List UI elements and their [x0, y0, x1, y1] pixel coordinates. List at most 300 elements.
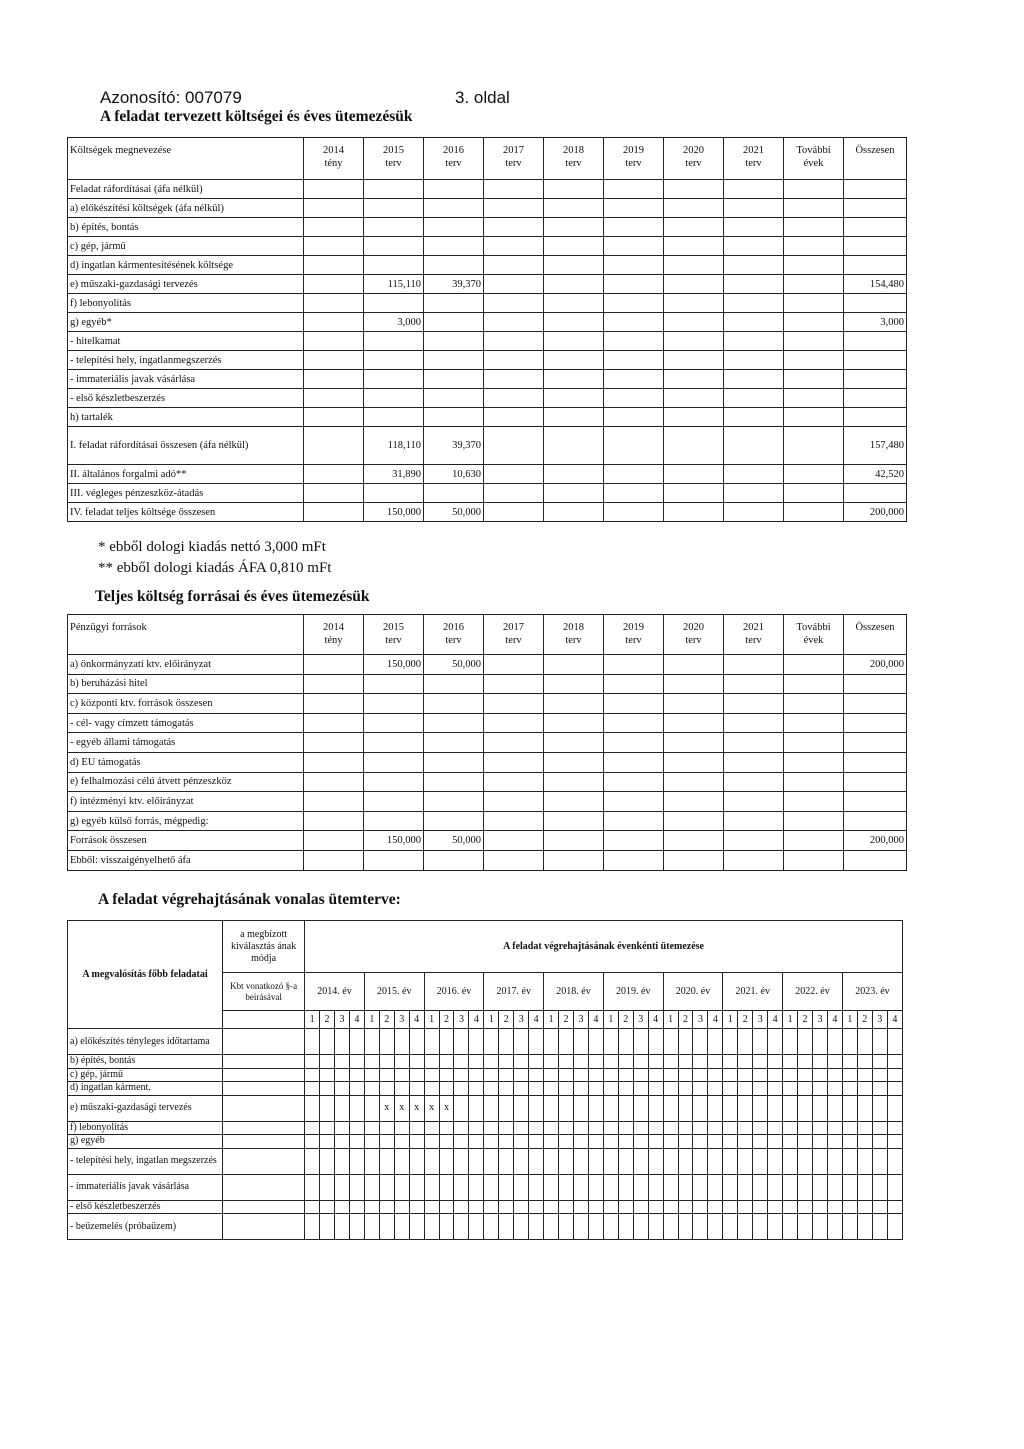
cell-total: 157,480	[844, 427, 907, 465]
year-label: 2015	[383, 145, 404, 156]
cell-2016	[424, 733, 484, 753]
source-table	[67, 614, 907, 871]
schedule-cell	[738, 1029, 753, 1055]
schedule-cell	[603, 1214, 618, 1240]
schedule-cell	[738, 1200, 753, 1214]
schedule-cell	[708, 1148, 723, 1174]
cell-2016	[424, 408, 484, 427]
task-label: d) ingatlan kárment.	[68, 1082, 223, 1096]
cell-empty	[544, 850, 604, 870]
schedule-cell	[708, 1200, 723, 1214]
quarter-header: 2	[499, 1011, 514, 1029]
schedule-cell	[529, 1068, 544, 1082]
cell-2015	[364, 408, 424, 427]
schedule-cell	[439, 1029, 454, 1055]
schedule-cell	[588, 1121, 603, 1135]
year-sub-label: terv	[565, 158, 582, 169]
schedule-cell	[439, 1214, 454, 1240]
schedule-cell	[827, 1148, 842, 1174]
cell-empty	[724, 733, 784, 753]
schedule-cell	[648, 1068, 663, 1082]
cell-empty	[604, 256, 664, 275]
cell-total	[844, 674, 907, 694]
cell-2015: 3,000	[364, 313, 424, 332]
table-row	[68, 313, 907, 332]
schedule-cell	[842, 1200, 857, 1214]
cell-2015	[364, 674, 424, 694]
schedule-cell	[663, 1174, 678, 1200]
schedule-cell	[588, 1029, 603, 1055]
row-label: Ebből: visszaigényelhető áfa	[68, 850, 304, 870]
schedule-cell	[514, 1029, 529, 1055]
cell-empty	[604, 408, 664, 427]
schedule-cell	[603, 1055, 618, 1069]
cell-empty	[784, 713, 844, 733]
schedule-cell	[663, 1029, 678, 1055]
cell-empty	[484, 752, 544, 772]
schedule-cell	[663, 1121, 678, 1135]
year-label: 2018	[563, 145, 584, 156]
schedule-cell	[364, 1200, 379, 1214]
schedule-cell	[678, 1135, 693, 1149]
method-cell	[223, 1095, 305, 1121]
cell-total	[844, 199, 907, 218]
schedule-cell	[693, 1095, 708, 1121]
schedule-cell	[887, 1148, 902, 1174]
cell-2015	[364, 713, 424, 733]
schedule-cell	[633, 1068, 648, 1082]
schedule-cell	[633, 1055, 648, 1069]
schedule-cell	[349, 1148, 364, 1174]
schedule-cell	[842, 1214, 857, 1240]
schedule-cell	[559, 1174, 574, 1200]
schedule-cell	[693, 1200, 708, 1214]
cell-empty	[484, 180, 544, 199]
cell-empty	[604, 180, 664, 199]
row-label: - telepítési hely, ingatlanmegszerzés	[68, 351, 304, 370]
schedule-cell	[559, 1148, 574, 1174]
cell-empty	[484, 199, 544, 218]
row-label: b) beruházási hitel	[68, 674, 304, 694]
schedule-cell	[529, 1214, 544, 1240]
schedule-cell	[394, 1029, 409, 1055]
cell-empty	[304, 831, 364, 851]
header-cell-total: Összesen	[844, 138, 907, 180]
schedule-cell	[573, 1055, 588, 1069]
cell-empty	[784, 294, 844, 313]
cell-empty	[784, 370, 844, 389]
schedule-cell	[842, 1148, 857, 1174]
row-label: a) önkormányzati ktv. előirányzat	[68, 655, 304, 675]
schedule-cell	[887, 1095, 902, 1121]
schedule-cell	[454, 1068, 469, 1082]
cell-2015: 31,890	[364, 465, 424, 484]
method-cell	[223, 1068, 305, 1082]
schedule-cell	[887, 1029, 902, 1055]
table-row	[68, 1148, 903, 1174]
year-header: 2017. év	[484, 973, 544, 1011]
schedule-cell	[320, 1135, 335, 1149]
schedule-cell	[559, 1095, 574, 1121]
schedule-cell	[409, 1148, 424, 1174]
cell-empty	[724, 218, 784, 237]
schedule-cell	[573, 1214, 588, 1240]
schedule-cell	[499, 1214, 514, 1240]
schedule-cell	[364, 1214, 379, 1240]
task-label: f) lebonyolítás	[68, 1121, 223, 1135]
schedule-cell	[379, 1082, 394, 1096]
cell-empty	[784, 427, 844, 465]
cell-empty	[604, 351, 664, 370]
quarter-header: 3	[753, 1011, 768, 1029]
cell-2015	[364, 351, 424, 370]
schedule-cell	[514, 1068, 529, 1082]
schedule-cell	[708, 1214, 723, 1240]
schedule-cell	[529, 1135, 544, 1149]
year-header: 2014. év	[305, 973, 365, 1011]
schedule-cell	[633, 1082, 648, 1096]
cell-empty	[604, 655, 664, 675]
cell-empty	[724, 199, 784, 218]
quarter-header: 3	[633, 1011, 648, 1029]
schedule-cell	[424, 1214, 439, 1240]
schedule-cell	[648, 1029, 663, 1055]
cell-empty	[724, 389, 784, 408]
schedule-cell	[857, 1121, 872, 1135]
year-sub-label: tény	[324, 158, 343, 169]
year-sub-label: évek	[803, 635, 824, 646]
row-label: Feladat ráfordításai (áfa nélkül)	[68, 180, 304, 199]
cell-2016	[424, 313, 484, 332]
schedule-cell	[349, 1055, 364, 1069]
cell-empty	[544, 351, 604, 370]
method-cell	[223, 1055, 305, 1069]
schedule-cell	[529, 1029, 544, 1055]
schedule-cell	[768, 1082, 783, 1096]
cell-2016	[424, 850, 484, 870]
cell-empty	[544, 831, 604, 851]
table-row	[68, 831, 907, 851]
schedule-cell	[663, 1200, 678, 1214]
cell-2015: 150,000	[364, 503, 424, 522]
schedule-cell	[753, 1055, 768, 1069]
cell-2016: 50,000	[424, 503, 484, 522]
schedule-cell	[798, 1214, 813, 1240]
year-header: 2022. év	[783, 973, 843, 1011]
schedule-cell	[827, 1214, 842, 1240]
cell-empty	[724, 503, 784, 522]
schedule-cell	[588, 1068, 603, 1082]
schedule-cell	[783, 1121, 798, 1135]
schedule-cell	[424, 1200, 439, 1214]
schedule-cell	[379, 1214, 394, 1240]
schedule-cell	[559, 1121, 574, 1135]
cell-empty	[304, 408, 364, 427]
cell-empty	[664, 256, 724, 275]
schedule-cell	[514, 1214, 529, 1240]
cell-empty	[304, 427, 364, 465]
schedule-cell	[588, 1135, 603, 1149]
row-label: I. feladat ráfordításai összesen (áfa nélkül)	[68, 427, 304, 465]
schedule-cell	[544, 1029, 559, 1055]
schedule-cell	[753, 1174, 768, 1200]
cell-empty	[304, 237, 364, 256]
cell-empty	[784, 811, 844, 831]
cell-empty	[484, 484, 544, 503]
schedule-cell	[469, 1148, 484, 1174]
schedule-cell	[334, 1095, 349, 1121]
header-method-bottom: Kbt vonatkozó §-a beírásával	[223, 973, 305, 1011]
schedule-cell	[693, 1214, 708, 1240]
year-label: 2016	[443, 622, 464, 633]
method-cell	[223, 1121, 305, 1135]
cell-empty	[664, 313, 724, 332]
year-sub-label: terv	[385, 635, 402, 646]
schedule-cell	[738, 1174, 753, 1200]
cell-empty	[784, 503, 844, 522]
quarter-header: 2	[439, 1011, 454, 1029]
schedule-cell	[872, 1135, 887, 1149]
schedule-cell	[842, 1068, 857, 1082]
quarter-header: 3	[334, 1011, 349, 1029]
cell-2016	[424, 180, 484, 199]
table-row	[68, 389, 907, 408]
schedule-cell	[320, 1095, 335, 1121]
schedule-cell	[738, 1148, 753, 1174]
schedule-cell	[872, 1148, 887, 1174]
task-label: - telepítési hely, ingatlan megszerzés	[68, 1148, 223, 1174]
schedule-cell	[588, 1082, 603, 1096]
year-label: 2014	[323, 622, 344, 633]
cell-empty	[484, 427, 544, 465]
cell-empty	[304, 256, 364, 275]
schedule-cell	[693, 1121, 708, 1135]
schedule-cell	[559, 1055, 574, 1069]
schedule-cell	[723, 1148, 738, 1174]
cell-empty	[604, 772, 664, 792]
cell-empty	[664, 655, 724, 675]
table-row	[68, 792, 907, 812]
schedule-cell	[424, 1174, 439, 1200]
row-label: h) tartalék	[68, 408, 304, 427]
schedule-cell	[812, 1214, 827, 1240]
schedule-cell	[618, 1082, 633, 1096]
year-label: 2019	[623, 145, 644, 156]
cell-empty	[784, 332, 844, 351]
schedule-cell	[499, 1095, 514, 1121]
cell-empty	[544, 694, 604, 714]
cell-empty	[724, 772, 784, 792]
schedule-cell	[320, 1029, 335, 1055]
schedule-cell	[603, 1174, 618, 1200]
schedule-cell	[529, 1055, 544, 1069]
cell-empty	[544, 180, 604, 199]
quarter-header: 1	[783, 1011, 798, 1029]
schedule-cell	[499, 1148, 514, 1174]
schedule-cell	[379, 1055, 394, 1069]
year-label: 2021	[743, 145, 764, 156]
schedule-cell	[499, 1174, 514, 1200]
table-row	[68, 1082, 903, 1096]
method-cell	[223, 1082, 305, 1096]
schedule-cell	[424, 1135, 439, 1149]
quarter-header: 1	[424, 1011, 439, 1029]
cell-empty	[484, 772, 544, 792]
schedule-cell	[693, 1135, 708, 1149]
cell-empty	[724, 792, 784, 812]
header-cell-year	[484, 138, 544, 180]
year-label: 2015	[383, 622, 404, 633]
row-label: - egyéb állami támogatás	[68, 733, 304, 753]
schedule-cell	[798, 1055, 813, 1069]
schedule-cell	[693, 1174, 708, 1200]
year-header: 2020. év	[663, 973, 723, 1011]
year-header: 2023. év	[842, 973, 902, 1011]
schedule-cell	[783, 1200, 798, 1214]
schedule-cell	[349, 1095, 364, 1121]
cell-empty	[304, 752, 364, 772]
cell-empty	[604, 389, 664, 408]
cell-empty	[724, 256, 784, 275]
cell-empty	[604, 733, 664, 753]
schedule-cell	[872, 1055, 887, 1069]
table-row	[68, 1095, 903, 1121]
cell-empty	[604, 694, 664, 714]
schedule-cell	[857, 1095, 872, 1121]
cell-empty	[724, 484, 784, 503]
schedule-cell	[379, 1148, 394, 1174]
header-method-top: a megbízott kiválasztás ának módja	[223, 921, 305, 973]
schedule-cell	[857, 1068, 872, 1082]
cell-2015	[364, 389, 424, 408]
schedule-cell	[768, 1148, 783, 1174]
schedule-cell	[454, 1200, 469, 1214]
schedule-mark: x	[439, 1095, 454, 1121]
cell-empty	[664, 713, 724, 733]
schedule-cell	[499, 1055, 514, 1069]
method-cell	[223, 1174, 305, 1200]
cell-empty	[724, 275, 784, 294]
schedule-cell	[394, 1135, 409, 1149]
cell-empty	[544, 465, 604, 484]
schedule-cell	[723, 1214, 738, 1240]
table-row	[68, 1214, 903, 1240]
schedule-cell	[783, 1082, 798, 1096]
schedule-cell	[588, 1095, 603, 1121]
cell-empty	[544, 427, 604, 465]
row-label: III. végleges pénzeszköz-átadás	[68, 484, 304, 503]
table-row	[68, 218, 907, 237]
cell-empty	[724, 237, 784, 256]
cell-empty	[784, 180, 844, 199]
schedule-cell	[484, 1135, 499, 1149]
cell-2016: 39,370	[424, 427, 484, 465]
cell-total	[844, 294, 907, 313]
row-label: g) egyéb*	[68, 313, 304, 332]
quarter-header: 4	[409, 1011, 424, 1029]
cell-empty	[784, 465, 844, 484]
cell-2015	[364, 772, 424, 792]
cell-empty	[544, 218, 604, 237]
schedule-cell	[559, 1029, 574, 1055]
cell-empty	[664, 694, 724, 714]
schedule-cell	[723, 1135, 738, 1149]
schedule-cell	[887, 1214, 902, 1240]
header-cell-year	[604, 615, 664, 655]
schedule-cell	[305, 1200, 320, 1214]
schedule-cell	[573, 1148, 588, 1174]
schedule-cell	[514, 1095, 529, 1121]
schedule-cell	[439, 1200, 454, 1214]
header-cell-year	[304, 615, 364, 655]
cell-2016	[424, 811, 484, 831]
cell-empty	[544, 313, 604, 332]
schedule-cell	[454, 1135, 469, 1149]
schedule-cell	[768, 1135, 783, 1149]
schedule-cell	[723, 1068, 738, 1082]
year-label: További	[796, 622, 831, 633]
header-cell-year	[544, 615, 604, 655]
schedule-cell	[633, 1029, 648, 1055]
row-label: - első készletbeszerzés	[68, 389, 304, 408]
schedule-cell	[349, 1135, 364, 1149]
year-sub-label: terv	[445, 635, 462, 646]
schedule-cell	[484, 1121, 499, 1135]
schedule-cell	[633, 1135, 648, 1149]
schedule-cell	[857, 1214, 872, 1240]
schedule-cell	[753, 1214, 768, 1240]
schedule-cell	[842, 1055, 857, 1069]
cell-empty	[724, 294, 784, 313]
quarter-header: 3	[573, 1011, 588, 1029]
table-row	[68, 237, 907, 256]
schedule-cell	[753, 1082, 768, 1096]
table-row	[68, 256, 907, 275]
cost-section-title: A feladat tervezett költségei és éves ütemezésük	[100, 108, 413, 125]
schedule-cell	[768, 1214, 783, 1240]
schedule-cell	[768, 1200, 783, 1214]
schedule-cell	[693, 1068, 708, 1082]
schedule-cell	[544, 1082, 559, 1096]
schedule-cell	[693, 1082, 708, 1096]
schedule-cell	[334, 1029, 349, 1055]
schedule-cell	[305, 1174, 320, 1200]
schedule-cell	[872, 1082, 887, 1096]
schedule-cell	[394, 1068, 409, 1082]
schedule-cell	[618, 1200, 633, 1214]
table-row	[68, 1135, 903, 1149]
table-row	[68, 1029, 903, 1055]
schedule-mark: x	[394, 1095, 409, 1121]
quarter-header: 3	[514, 1011, 529, 1029]
schedule-cell	[484, 1214, 499, 1240]
cell-empty	[724, 351, 784, 370]
schedule-cell	[842, 1174, 857, 1200]
table-row	[68, 655, 907, 675]
schedule-cell	[618, 1095, 633, 1121]
cell-empty	[304, 218, 364, 237]
table-row	[68, 772, 907, 792]
schedule-cell	[618, 1174, 633, 1200]
schedule-cell	[409, 1082, 424, 1096]
cell-total: 42,520	[844, 465, 907, 484]
cell-empty	[304, 850, 364, 870]
schedule-cell	[827, 1174, 842, 1200]
cell-empty	[484, 713, 544, 733]
schedule-cell	[514, 1148, 529, 1174]
table-row	[68, 199, 907, 218]
schedule-cell	[648, 1148, 663, 1174]
